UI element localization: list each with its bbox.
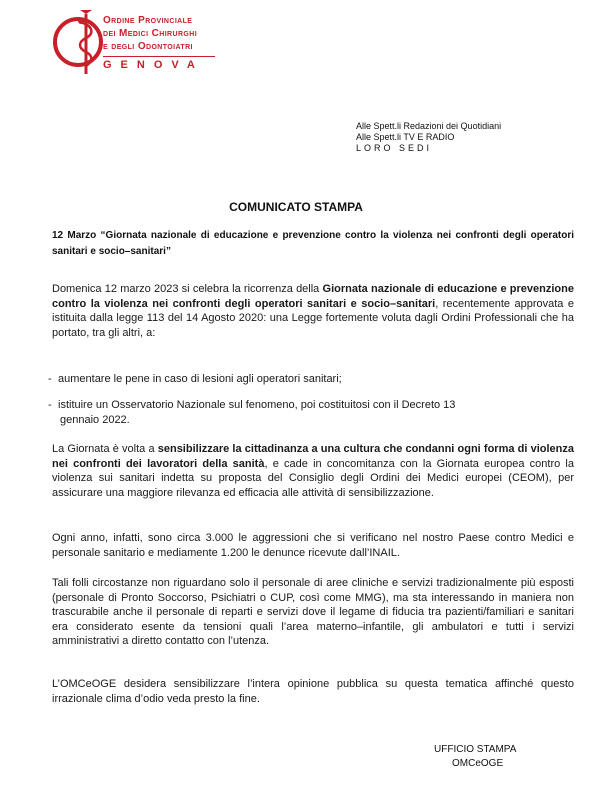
org-letterhead xyxy=(103,14,215,72)
org-line-1: Ordine Provinciale xyxy=(103,15,193,26)
intro-text-2: , recentemente approvata e istituita dalla legge 113 del 14 Agosto 2020: una Legge fortemente voluta dagli Ordini Professionali che ha portato, tra gli altri, a: xyxy=(52,297,574,339)
org-line-2: dei Medici Chirurghi xyxy=(103,28,198,39)
purpose-text-2: , e cade in concomitanza con la Giornata europea contro la violenza sui sanitari indetta su proposta del Consiglio degli Ordini dei Medici europei (CEOM), per assicurare una maggiore rilevanza ed efficacia alle attività di sensibilizzazione. xyxy=(52,457,574,499)
recipient-line-3: LORO SEDI xyxy=(356,143,433,153)
org-city: GENOVA xyxy=(103,59,204,71)
signature-block xyxy=(434,743,516,771)
recipients-block xyxy=(356,121,501,154)
org-line-3: e degli Odontoiatri xyxy=(103,41,193,52)
paragraph-closing: L’OMCeOGE desidera sensibilizzare l’intera opinione pubblica su questa tematica affinché questo irrazionale clima d’odio veda presto la fine. xyxy=(52,678,574,705)
list-item-text-cont: gennaio 2022. xyxy=(60,413,130,426)
letterhead-rule xyxy=(103,56,215,57)
signature-line-2: OMCeOGE xyxy=(452,758,504,769)
list-item: - istituire un Osservatorio Nazionale sul fenomeno, poi costituitosi con il Decreto 13 gennaio 2022. xyxy=(48,398,573,427)
purpose-text-1: La Giornata è volta a xyxy=(52,443,158,455)
paragraph-intro xyxy=(52,282,574,340)
list-item: - aumentare le pene in caso di lesioni agli operatori sanitari; xyxy=(48,373,342,385)
list-item-text: istituire un Osservatorio Nazionale sul fenomeno, poi costituitosi con il Decreto 13 xyxy=(58,399,456,411)
intro-bold: Giornata nazionale di educazione e prevenzione contro la violenza nei confronti degli operatori sanitari e socio–sanitari xyxy=(52,283,574,310)
document-title: COMUNICATO STAMPA xyxy=(229,200,363,214)
paragraph-context: Tali folli circostanze non riguardano solo il personale di aree cliniche e servizi tradizionalmente più esposti (personale di Pronto Soccorso, Psichiatri o CUP, così come MMG), ma sta interessando in maniera non trascurabile anche il personale di reparti e servizi dove il legame di fiducia tra pazienti/familiari e sanitari era considerato esente da tensioni quali l’area materno–infantile, gli ambulatori e tutti i servizi amministrativi a diretto contatto con l’utenza. xyxy=(52,577,574,647)
intro-text-1: Domenica 12 marzo 2023 si celebra la ricorrenza della xyxy=(52,283,323,295)
signature-line-1: UFFICIO STAMPA xyxy=(434,744,517,755)
paragraph-statistics: Ogni anno, infatti, sono circa 3.000 le aggressioni che si verificano nel nostro Paese contro Medici e personale sanitario e mediamente 1.200 le denunce ricevute dall’INAIL. xyxy=(52,532,574,559)
recipient-line-2: Alle Spett.li TV E RADIO xyxy=(356,132,455,142)
recipient-line-1: Alle Spett.li Redazioni dei Quotidiani xyxy=(356,121,502,131)
purpose-bold: sensibilizzare la cittadinanza a una cultura che condanni ogni forma di violenza nei confronti dei lavoratori della sanità xyxy=(52,443,574,470)
paragraph-purpose xyxy=(52,442,574,500)
subject-line: 12 Marzo “Giornata nazionale di educazione e prevenzione contro la violenza nei confronti degli operatori sanitari e socio–sanitari” xyxy=(52,230,574,257)
list-item-text: aumentare le pene in caso di lesioni agli operatori sanitari; xyxy=(58,373,342,385)
